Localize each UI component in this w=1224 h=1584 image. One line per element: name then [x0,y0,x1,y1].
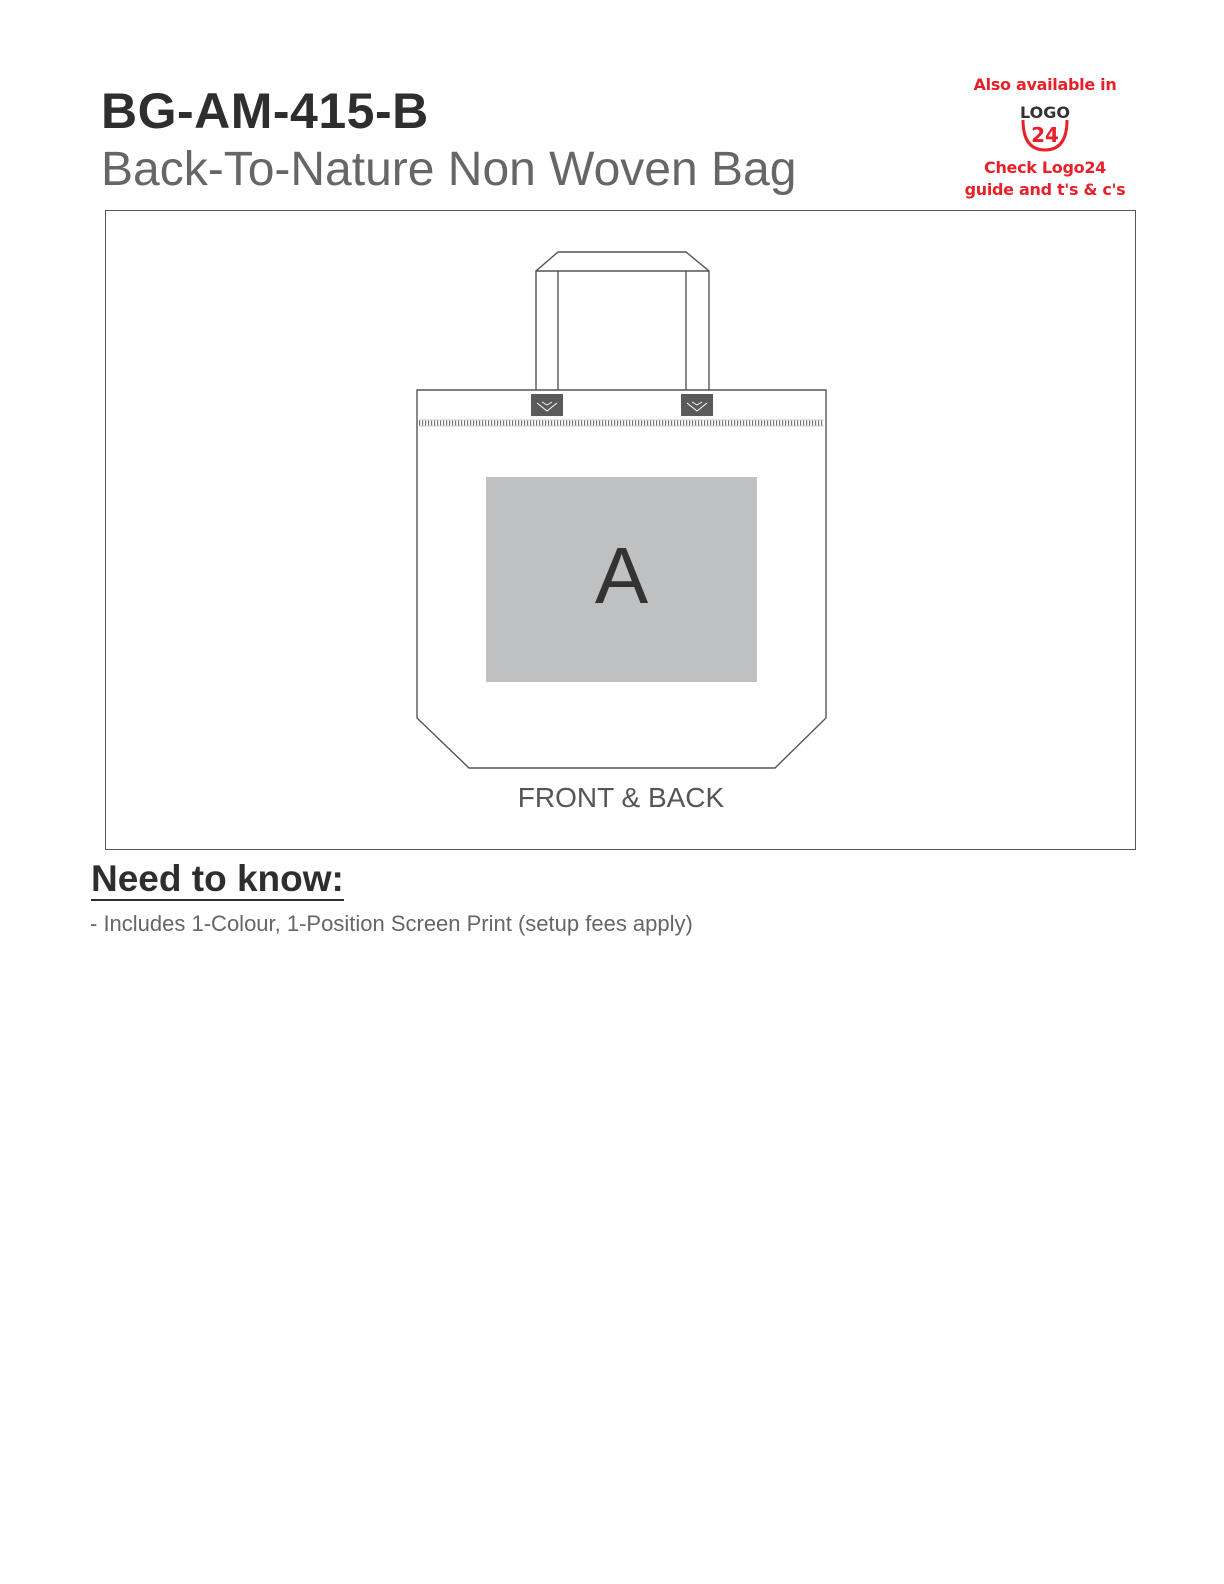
logo-badge-line2: Check Logo24 [984,158,1106,177]
logo24-badge [950,72,1140,204]
handle-tab-right [681,394,713,416]
logo-word: LOGO [1020,103,1070,122]
logo-badge-line3: guide and t's & c's [964,180,1126,199]
product-name: Back-To-Nature Non Woven Bag [101,143,797,196]
logo24-icon [1015,100,1075,156]
need-to-know-item: - Includes 1-Colour, 1-Position Screen Print (setup fees apply) [90,911,693,936]
bag-handle [536,252,709,391]
handle-tab-left [531,394,563,416]
need-to-know-heading: Need to know: [91,858,344,899]
artwork-frame [105,210,1136,850]
product-code: BG-AM-415-B [101,83,429,139]
view-caption: FRONT & BACK [517,782,725,813]
print-area-label: A [594,531,649,620]
logo-number: 24 [1031,123,1059,147]
logo-badge-line1: Also available in [973,75,1117,94]
